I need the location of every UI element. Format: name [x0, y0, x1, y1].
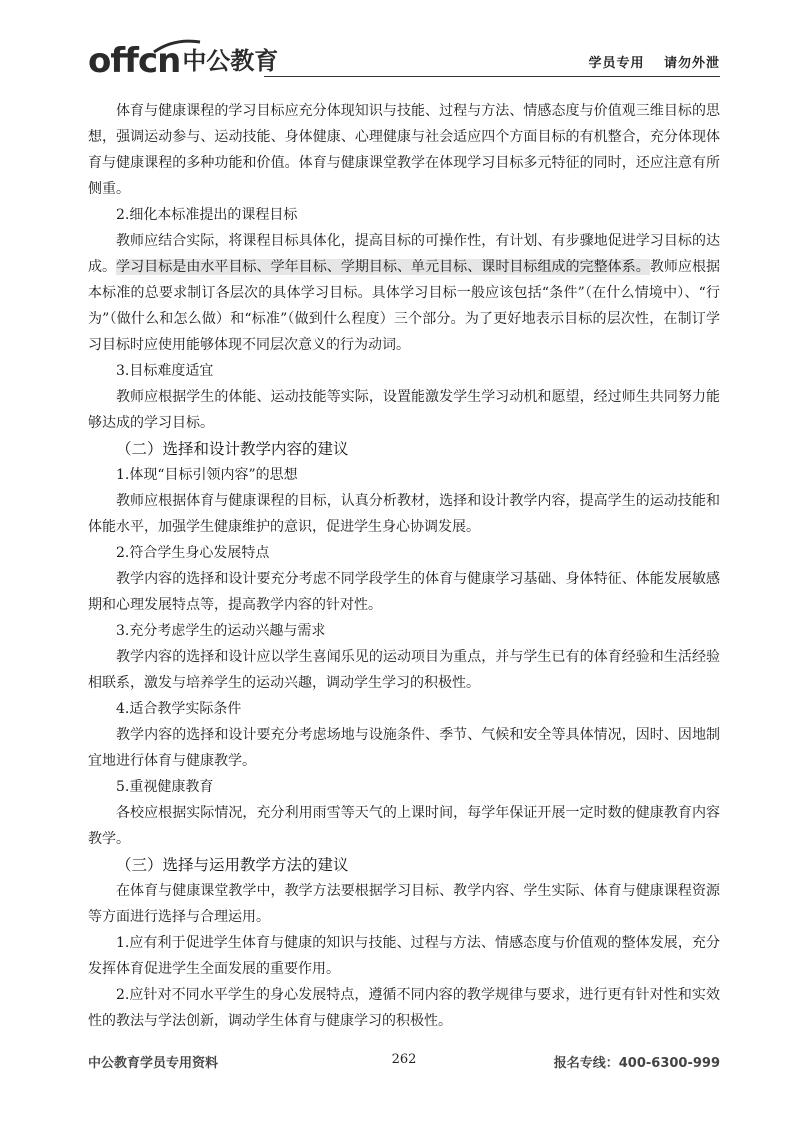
paragraph-health-education: 各校应根据实际情况，充分利用雨雪等天气的上课时间，每学年保证开展一定时数的健康教育内容教学。	[88, 805, 720, 847]
paragraph-refine-goals	[88, 228, 720, 358]
page-footer	[88, 1052, 720, 1074]
paragraph-method-1: 1.应有利于促进学生体育与健康的知识与技能、过程与方法、情感态度与价值观的整体发展，充分发挥体育促进学生全面发展的重要作用。	[88, 935, 720, 977]
paragraph-development-features: 教学内容的选择和设计要充分考虑不同学段学生的体育与健康学习基础、身体特征、体能发展敏感期和心理发展特点等，提高教学内容的针对性。	[88, 571, 720, 613]
heading-content-selection: （二）选择和设计教学内容的建议	[116, 440, 349, 458]
header-tag-no-distribution: 请勿外泄	[663, 56, 720, 71]
section-title-goal-difficulty: 3.目标难度适宜	[116, 363, 214, 379]
logo-chinese-text: 中公教育	[182, 47, 279, 75]
text-segment: 教师应结合实际，将课程目标具体化，提高目标的可操作性，有计划、有步骤地促进学习目标的达成。	[88, 233, 720, 275]
logo-latin-text: offcn	[88, 41, 181, 81]
section-title-teaching-conditions: 4.适合教学实际条件	[116, 701, 242, 717]
highlighted-text: 学习目标是由水平目标、学年目标、学期目标、单元目标、课时目标组成的完整体系。	[116, 259, 650, 275]
paragraph-goal-led-content: 教师应根据体育与健康课程的目标，认真分析教材，选择和设计教学内容，提高学生的运动技能和体能水平，加强学生健康维护的意识，促进学生身心协调发展。	[88, 493, 720, 535]
header-tag	[588, 52, 720, 71]
section-title-development-features: 2.符合学生身心发展特点	[116, 545, 270, 561]
paragraph-goals-intro: 体育与健康课程的学习目标应充分体现知识与技能、过程与方法、情感态度与价值观三维目标的思想，强调运动参与、运动技能、身体健康、心理健康与社会适应四个方面目标的有机整合，充分体现体育与健康课程的多种功能和价值。体育与健康课堂教学在体现学习目标多元特征的同时，还应注意有所侧重。	[88, 103, 720, 197]
header-tag-students-only: 学员专用	[588, 56, 645, 71]
section-title-interests-needs: 3.充分考虑学生的运动兴趣与需求	[116, 623, 326, 639]
header-rule	[264, 76, 720, 77]
page-number: 262	[391, 1052, 417, 1067]
offcn-logo	[88, 36, 278, 80]
text-segment: 教师应根据本标准的总要求制订各层次的具体学习目标。具体学习目标一般应该包括“条件”（在什么情境中）、“行为”（做什么和怎么做）和“标准”（做到什么程度）三个部分。为了更好地表示目标的层次性，在制订学习目标时应使用能够体现不同层次意义的行为动词。	[88, 259, 721, 353]
footer-hotline: 报名专线：400-6300-999	[553, 1056, 720, 1071]
paragraph-interests-needs: 教学内容的选择和设计应以学生喜闻乐见的运动项目为重点，并与学生已有的体育经验和生活经验相联系，激发与培养学生的运动兴趣，调动学生学习的积极性。	[88, 649, 720, 691]
footer-source: 中公教育学员专用资料	[88, 1056, 219, 1071]
paragraph-teaching-conditions: 教学内容的选择和设计要充分考虑场地与设施条件、季节、气候和安全等具体情况，因时、因地制宜地进行体育与健康教学。	[88, 727, 720, 769]
document-body	[88, 98, 720, 1034]
paragraph-methods-intro: 在体育与健康课堂教学中，教学方法要根据学习目标、教学内容、学生实际、体育与健康课程资源等方面进行选择与合理运用。	[88, 883, 720, 925]
section-title-health-education: 5.重视健康教育	[116, 779, 214, 795]
paragraph-goal-difficulty: 教师应根据学生的体能、运动技能等实际，设置能激发学生学习动机和愿望，经过师生共同努力能够达成的学习目标。	[88, 389, 720, 431]
page-header	[88, 36, 720, 80]
section-title-refine-goals: 2.细化本标准提出的课程目标	[116, 207, 298, 223]
paragraph-method-2: 2.应针对不同水平学生的身心发展特点，遵循不同内容的教学规律与要求，进行更有针对性和实效性的教法与学法创新，调动学生体育与健康学习的积极性。	[88, 987, 720, 1029]
heading-teaching-methods: （三）选择与运用教学方法的建议	[116, 856, 349, 874]
section-title-goal-led-content: 1.体现“目标引领内容”的思想	[116, 467, 298, 483]
